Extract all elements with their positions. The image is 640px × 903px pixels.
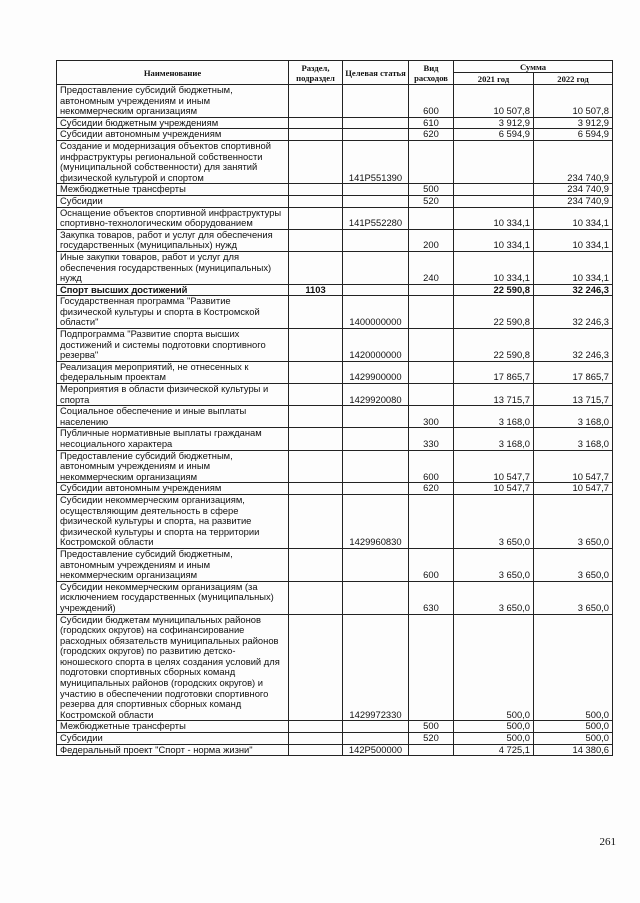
row-sum-2021-cell: 22 590,8 (454, 284, 534, 296)
row-sum-2021-cell: 3 912,9 (454, 117, 534, 129)
row-celevaya-cell: 1429900000 (343, 361, 409, 383)
row-sum-2021-cell: 3 650,0 (454, 581, 534, 614)
row-razdel-cell (289, 744, 343, 756)
table-row (57, 428, 613, 450)
row-name-cell: Оснащение объектов спортивной инфраструктуры спортивно-технологическим оборудованием (57, 207, 289, 229)
row-sum-2022-cell: 500,0 (534, 733, 613, 745)
row-razdel-cell (289, 721, 343, 733)
row-sum-2021-cell: 4 725,1 (454, 744, 534, 756)
row-name-cell: Иные закупки товаров, работ и услуг для обеспечения государственных (муниципальных) нужд (57, 251, 289, 284)
row-sum-2022-cell: 3 650,0 (534, 548, 613, 581)
row-sum-2021-cell: 3 168,0 (454, 406, 534, 428)
row-name-cell: Субсидии автономным учреждениям (57, 129, 289, 141)
row-razdel-cell (289, 581, 343, 614)
row-razdel-cell (289, 361, 343, 383)
row-razdel-cell (289, 140, 343, 183)
row-razdel-cell (289, 494, 343, 548)
table-row (57, 548, 613, 581)
row-celevaya-cell (343, 229, 409, 251)
row-name-cell: Субсидии некоммерческим организациям, осуществляющим деятельность в сфере физической культуры и спорта, на развитие физической культуры и спорта на территории Костромской области (57, 494, 289, 548)
row-celevaya-cell (343, 251, 409, 284)
row-sum-2022-cell: 32 246,3 (534, 329, 613, 362)
row-name-cell: Предоставление субсидий бюджетным, автономным учреждениям и иным некоммерческим организациям (57, 85, 289, 118)
row-razdel-cell (289, 251, 343, 284)
row-name-cell: Создание и модернизация объектов спортивной инфраструктуры региональной собственности (муниципальной собственности) для занятий физической культурой и спортом (57, 140, 289, 183)
row-celevaya-cell: 1420000000 (343, 329, 409, 362)
row-sum-2021-cell: 500,0 (454, 721, 534, 733)
row-sum-2022-cell: 10 547,7 (534, 450, 613, 483)
row-sum-2021-cell: 500,0 (454, 733, 534, 745)
row-sum-2022-cell: 10 334,1 (534, 229, 613, 251)
row-vid-cell (409, 744, 454, 756)
row-name-cell: Межбюджетные трансферты (57, 721, 289, 733)
row-name-cell: Закупка товаров, работ и услуг для обеспечения государственных (муниципальных) нужд (57, 229, 289, 251)
table-row (57, 85, 613, 118)
table-row (57, 494, 613, 548)
row-vid-cell (409, 361, 454, 383)
row-razdel-cell (289, 406, 343, 428)
row-vid-cell: 500 (409, 721, 454, 733)
row-sum-2022-cell: 234 740,9 (534, 140, 613, 183)
table-row (57, 406, 613, 428)
row-celevaya-cell (343, 548, 409, 581)
row-sum-2022-cell: 3 168,0 (534, 406, 613, 428)
header-summa: Сумма (454, 61, 613, 73)
row-razdel-cell (289, 296, 343, 329)
row-sum-2022-cell: 10 507,8 (534, 85, 613, 118)
row-celevaya-cell: 141P552280 (343, 207, 409, 229)
row-name-cell: Субсидии (57, 733, 289, 745)
budget-table (56, 60, 613, 756)
row-celevaya-cell: 141P551390 (343, 140, 409, 183)
table-row (57, 361, 613, 383)
table-header (57, 61, 613, 85)
row-sum-2022-cell: 234 740,9 (534, 184, 613, 196)
header-year-2022: 2022 год (534, 73, 613, 85)
row-name-cell: Государственная программа "Развитие физической культуры и спорта в Костромской области" (57, 296, 289, 329)
row-razdel-cell (289, 117, 343, 129)
row-sum-2021-cell: 10 334,1 (454, 251, 534, 284)
row-sum-2021-cell: 10 547,7 (454, 483, 534, 495)
row-celevaya-cell (343, 85, 409, 118)
row-name-cell: Субсидии некоммерческим организациям (за исключением государственных (муниципальных) учреждений) (57, 581, 289, 614)
row-sum-2021-cell: 13 715,7 (454, 384, 534, 406)
row-name-cell: Межбюджетные трансферты (57, 184, 289, 196)
row-vid-cell (409, 284, 454, 296)
row-celevaya-cell: 1429972330 (343, 614, 409, 721)
table-row (57, 140, 613, 183)
row-vid-cell: 300 (409, 406, 454, 428)
row-razdel-cell (289, 129, 343, 141)
row-name-cell: Федеральный проект "Спорт - норма жизни" (57, 744, 289, 756)
row-razdel-cell (289, 450, 343, 483)
row-sum-2022-cell: 10 334,1 (534, 207, 613, 229)
row-razdel-cell (289, 428, 343, 450)
table-row (57, 251, 613, 284)
row-sum-2021-cell: 6 594,9 (454, 129, 534, 141)
row-razdel-cell (289, 733, 343, 745)
row-name-cell: Предоставление субсидий бюджетным, автономным учреждениям и иным некоммерческим организациям (57, 548, 289, 581)
row-vid-cell (409, 494, 454, 548)
row-celevaya-cell (343, 483, 409, 495)
row-celevaya-cell (343, 450, 409, 483)
row-vid-cell: 500 (409, 184, 454, 196)
table-body (57, 85, 613, 756)
row-razdel-cell (289, 548, 343, 581)
row-name-cell: Подпрограмма "Развитие спорта высших достижений и системы подготовки спортивного резерва" (57, 329, 289, 362)
row-sum-2022-cell: 500,0 (534, 721, 613, 733)
row-celevaya-cell (343, 129, 409, 141)
row-celevaya-cell: 1429960830 (343, 494, 409, 548)
table-row (57, 733, 613, 745)
row-celevaya-cell: 1429920080 (343, 384, 409, 406)
row-sum-2022-cell: 3 650,0 (534, 494, 613, 548)
row-sum-2022-cell: 500,0 (534, 614, 613, 721)
row-celevaya-cell (343, 428, 409, 450)
row-vid-cell (409, 140, 454, 183)
row-celevaya-cell (343, 721, 409, 733)
row-name-cell: Публичные нормативные выплаты гражданам несоциального характера (57, 428, 289, 450)
row-name-cell: Субсидии бюджетам муниципальных районов (городских округов) на софинансирование расходных обязательств муниципальных районов (городских округов) по развитию детско-юношеского спорта в целях создания условий для подготовки спортивных сборных команд муниципальных районов (городских округов) и участию в обеспечении подготовки спортивного резерва для спортивных сборных команд Костромской области (57, 614, 289, 721)
row-vid-cell (409, 384, 454, 406)
table-row (57, 744, 613, 756)
row-razdel-cell (289, 614, 343, 721)
row-vid-cell: 240 (409, 251, 454, 284)
row-razdel-cell (289, 384, 343, 406)
table-row (57, 184, 613, 196)
row-sum-2022-cell: 234 740,9 (534, 195, 613, 207)
row-vid-cell (409, 329, 454, 362)
row-razdel-cell (289, 85, 343, 118)
row-sum-2021-cell (454, 184, 534, 196)
row-razdel-cell: 1103 (289, 284, 343, 296)
row-celevaya-cell (343, 117, 409, 129)
row-razdel-cell (289, 329, 343, 362)
row-name-cell: Субсидии бюджетным учреждениям (57, 117, 289, 129)
row-sum-2022-cell: 13 715,7 (534, 384, 613, 406)
table-row (57, 229, 613, 251)
row-sum-2021-cell (454, 195, 534, 207)
row-name-cell: Субсидии автономным учреждениям (57, 483, 289, 495)
table-row (57, 207, 613, 229)
row-vid-cell: 600 (409, 450, 454, 483)
row-sum-2021-cell: 22 590,8 (454, 329, 534, 362)
table-row (57, 284, 613, 296)
table-row (57, 384, 613, 406)
table-row (57, 329, 613, 362)
header-vid: Вид расходов (409, 61, 454, 85)
row-razdel-cell (289, 483, 343, 495)
row-vid-cell: 600 (409, 548, 454, 581)
row-vid-cell: 600 (409, 85, 454, 118)
table-row (57, 129, 613, 141)
row-razdel-cell (289, 207, 343, 229)
row-sum-2021-cell: 10 334,1 (454, 229, 534, 251)
row-name-cell: Спорт высших достижений (57, 284, 289, 296)
row-sum-2022-cell: 10 334,1 (534, 251, 613, 284)
row-sum-2021-cell: 22 590,8 (454, 296, 534, 329)
row-sum-2022-cell: 3 650,0 (534, 581, 613, 614)
row-razdel-cell (289, 195, 343, 207)
row-celevaya-cell: 1400000000 (343, 296, 409, 329)
header-year-2021: 2021 год (454, 73, 534, 85)
row-sum-2021-cell: 10 547,7 (454, 450, 534, 483)
row-celevaya-cell: 142P500000 (343, 744, 409, 756)
row-vid-cell: 630 (409, 581, 454, 614)
row-razdel-cell (289, 184, 343, 196)
row-celevaya-cell (343, 284, 409, 296)
table-row (57, 296, 613, 329)
row-celevaya-cell (343, 733, 409, 745)
header-name: Наименование (57, 61, 289, 85)
row-name-cell: Предоставление субсидий бюджетным, автономным учреждениям и иным некоммерческим организациям (57, 450, 289, 483)
row-vid-cell: 610 (409, 117, 454, 129)
row-name-cell: Мероприятия в области физической культуры и спорта (57, 384, 289, 406)
row-sum-2021-cell: 10 334,1 (454, 207, 534, 229)
row-sum-2022-cell: 14 380,6 (534, 744, 613, 756)
row-vid-cell (409, 207, 454, 229)
row-celevaya-cell (343, 195, 409, 207)
row-sum-2021-cell: 3 168,0 (454, 428, 534, 450)
table-row (57, 581, 613, 614)
row-celevaya-cell (343, 581, 409, 614)
row-celevaya-cell (343, 184, 409, 196)
table-row (57, 117, 613, 129)
row-name-cell: Субсидии (57, 195, 289, 207)
row-vid-cell (409, 296, 454, 329)
row-vid-cell: 520 (409, 733, 454, 745)
row-vid-cell: 620 (409, 483, 454, 495)
row-sum-2022-cell: 3 912,9 (534, 117, 613, 129)
row-name-cell: Социальное обеспечение и иные выплаты населению (57, 406, 289, 428)
table-row (57, 195, 613, 207)
row-vid-cell: 330 (409, 428, 454, 450)
table-row (57, 450, 613, 483)
header-razdel: Раздел, подраздел (289, 61, 343, 85)
row-vid-cell: 520 (409, 195, 454, 207)
row-sum-2021-cell (454, 140, 534, 183)
row-sum-2022-cell: 6 594,9 (534, 129, 613, 141)
row-vid-cell (409, 614, 454, 721)
table-row (57, 483, 613, 495)
row-sum-2021-cell: 3 650,0 (454, 548, 534, 581)
row-sum-2022-cell: 32 246,3 (534, 296, 613, 329)
row-sum-2022-cell: 10 547,7 (534, 483, 613, 495)
row-vid-cell: 200 (409, 229, 454, 251)
header-celevaya: Целевая статья (343, 61, 409, 85)
row-sum-2021-cell: 500,0 (454, 614, 534, 721)
row-sum-2022-cell: 32 246,3 (534, 284, 613, 296)
row-celevaya-cell (343, 406, 409, 428)
row-vid-cell: 620 (409, 129, 454, 141)
row-sum-2021-cell: 3 650,0 (454, 494, 534, 548)
row-sum-2021-cell: 17 865,7 (454, 361, 534, 383)
row-razdel-cell (289, 229, 343, 251)
table-row (57, 721, 613, 733)
row-sum-2021-cell: 10 507,8 (454, 85, 534, 118)
table-row (57, 614, 613, 721)
row-name-cell: Реализация мероприятий, не отнесенных к федеральным проектам (57, 361, 289, 383)
row-sum-2022-cell: 17 865,7 (534, 361, 613, 383)
page-number: 261 (599, 836, 616, 848)
row-sum-2022-cell: 3 168,0 (534, 428, 613, 450)
